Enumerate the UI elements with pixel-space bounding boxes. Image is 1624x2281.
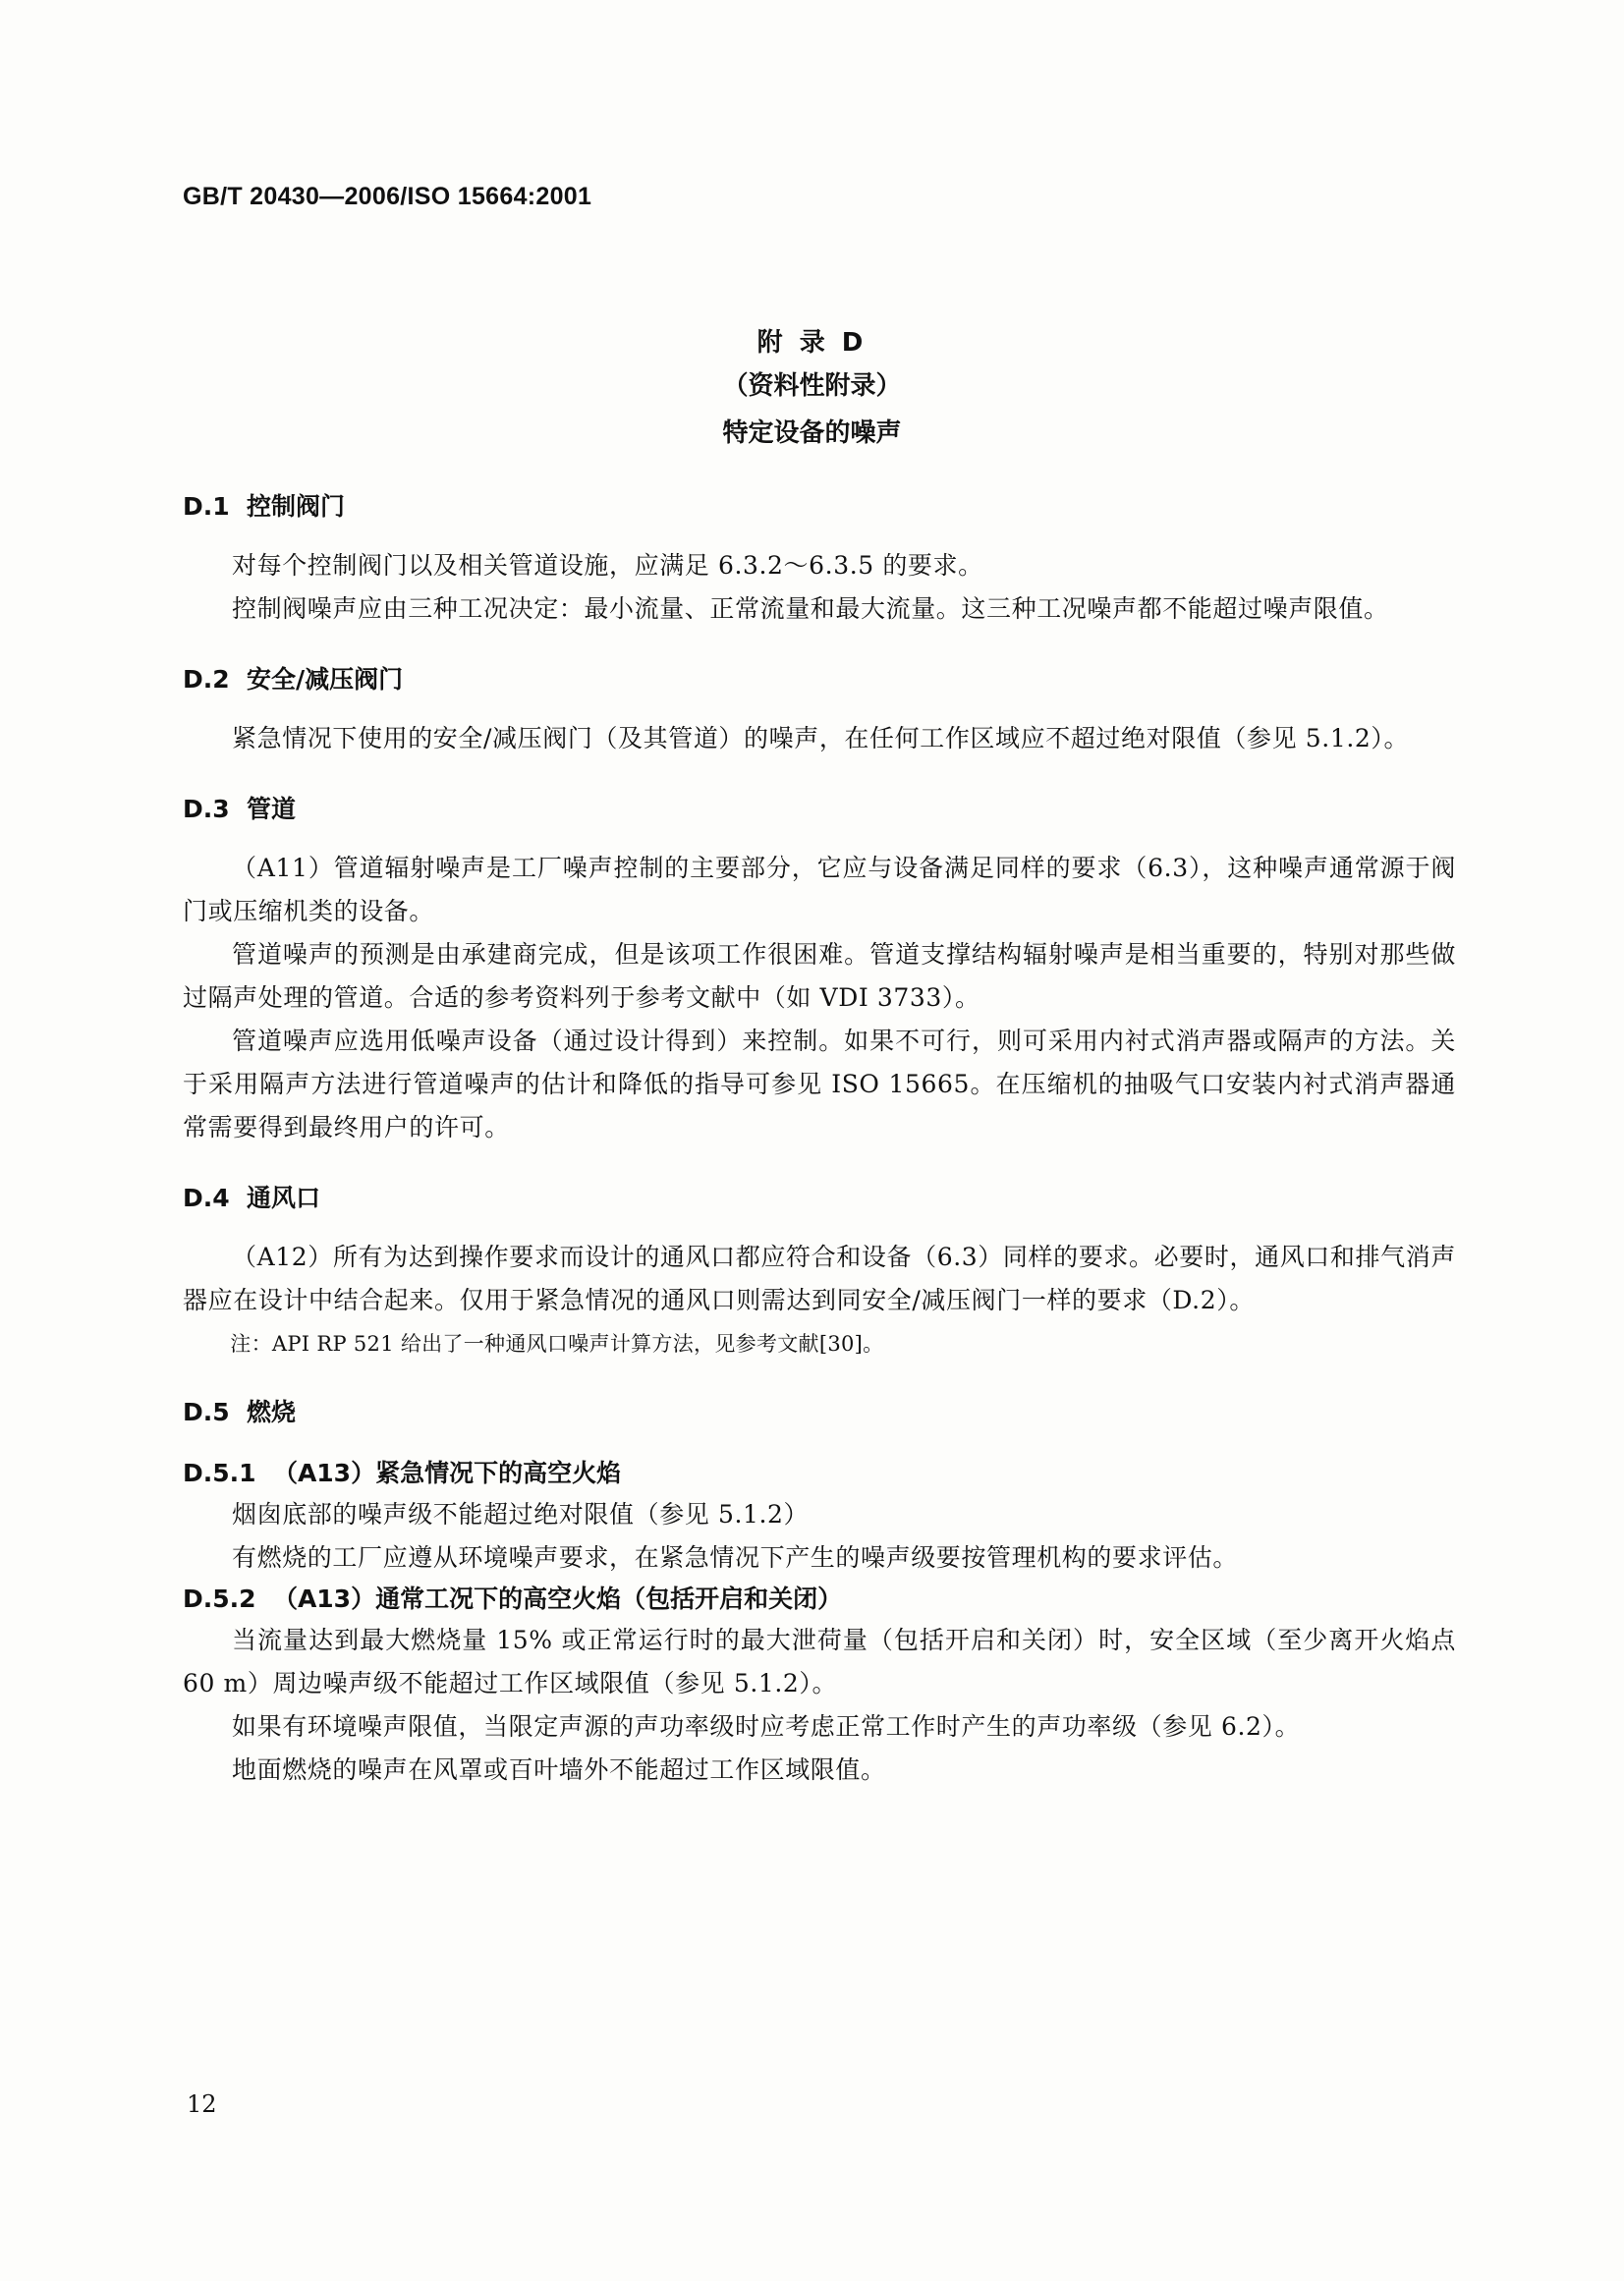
paragraph: 管道噪声应选用低噪声设备（通过设计得到）来控制。如果不可行，则可采用内衬式消声器或隔声的方法。关于采用隔声方法进行管道噪声的估计和降低的指导可参见 ISO 15665。在压缩机的抽吸气口安装内衬式消声器通常需要得到最终用户的许可。 xyxy=(183,1027,1456,1141)
note: 注：API RP 521 给出了一种通风口噪声计算方法，见参考文献[30]。 xyxy=(230,1332,884,1356)
paragraph: 如果有环境噪声限值，当限定声源的声功率级时应考虑正常工作时产生的声功率级（参见 6.2）。 xyxy=(232,1712,1301,1741)
section-heading-d1: D.1 控制阀门 xyxy=(183,492,346,521)
standard-number: GB/T 20430—2006/ISO 15664:2001 xyxy=(183,183,592,210)
paragraph: 地面燃烧的噪声在风罩或百叶墙外不能超过工作区域限值。 xyxy=(232,1755,886,1784)
paragraph: （A12）所有为达到操作要求而设计的通风口都应符合和设备（6.3）同样的要求。必要时，通风口和排气消声器应在设计中结合起来。仅用于紧急情况的通风口则需达到同安全/减压阀门一样的要求（D.2）。 xyxy=(183,1243,1456,1314)
section-heading-d4: D.4 通风口 xyxy=(183,1184,321,1212)
paragraph: 烟囱底部的噪声级不能超过绝对限值（参见 5.1.2） xyxy=(232,1500,810,1529)
annex-subject: 特定设备的噪声 xyxy=(722,418,902,448)
paragraph: 紧急情况下使用的安全/减压阀门（及其管道）的噪声，在任何工作区域应不超过绝对限值（参见 5.1.2）。 xyxy=(232,724,1410,752)
section-heading-d2: D.2 安全/减压阀门 xyxy=(183,665,404,694)
annex-type: （资料性附录） xyxy=(722,371,902,401)
section-heading-d3: D.3 管道 xyxy=(183,795,297,823)
paragraph: 对每个控制阀门以及相关管道设施，应满足 6.3.2～6.3.5 的要求。 xyxy=(232,551,983,580)
paragraph: 控制阀噪声应由三种工况决定：最小流量、正常流量和最大流量。这三种工况噪声都不能超过噪声限值。 xyxy=(232,594,1389,623)
paragraph: （A11）管道辐射噪声是工厂噪声控制的主要部分，它应与设备满足同样的要求（6.3），这种噪声通常源于阀门或压缩机类的设备。 xyxy=(183,854,1456,925)
paragraph: 管道噪声的预测是由承建商完成，但是该项工作很困难。管道支撑结构辐射噪声是相当重要的，特别对那些做过隔声处理的管道。合适的参考资料列于参考文献中（如 VDI 3733）。 xyxy=(183,940,1456,1012)
paragraph: 有燃烧的工厂应遵从环境噪声要求，在紧急情况下产生的噪声级要按管理机构的要求评估。 xyxy=(232,1543,1239,1572)
annex-body xyxy=(183,487,1456,1792)
section-heading-d5: D.5 燃烧 xyxy=(183,1398,297,1426)
subsection-heading-d5-1: D.5.1 （A13）紧急情况下的高空火焰 xyxy=(183,1459,622,1487)
paragraph: 当流量达到最大燃烧量 15% 或正常运行时的最大泄荷量（包括开启和关闭）时，安全区域（至少离开火焰点 60 m）周边噪声级不能超过工作区域限值（参见 5.1.2）。 xyxy=(183,1626,1456,1697)
page-number: 12 xyxy=(187,2090,217,2118)
annex-title: 附 录 D xyxy=(756,328,868,358)
subsection-heading-d5-2: D.5.2 （A13）通常工况下的高空火焰（包括开启和关闭） xyxy=(183,1585,843,1613)
